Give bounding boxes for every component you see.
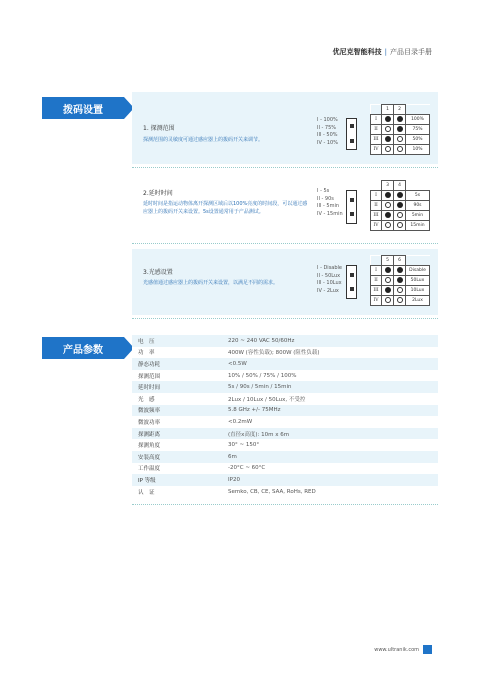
panel-title: 3.光感设置 [143,269,173,276]
table-row: IP 等级 IP20 [132,474,438,486]
dip-switch-icon [346,118,357,150]
table-row: 安装高度 6m [132,451,438,463]
section-tab-dip: 拨码设置 [42,97,124,119]
mode-item: II - 75% [317,124,337,131]
panel-description: 探测范围的灵敏度可通过感应器上的拨码开关来调节。 [143,137,264,143]
switch-table: 5 6 I Disable II 50Lux III 10Lux IV 2Lux [370,255,430,306]
dip-switch-icon [346,265,357,299]
mode-item: I - Disable [317,265,343,271]
mode-item: IV - 15min [317,210,343,217]
spec-table [132,335,438,497]
table-row: 工作温度 -20°C ~ 60°C [132,463,438,475]
mode-item: III - 10Lux [317,280,342,286]
mode-item: II - 50Lux [317,272,341,279]
panel-light-sensor [132,249,438,315]
page-footer [374,645,432,654]
panel-title: 1. 探测范围 [143,125,175,132]
company-name: 优尼克智能科技 [332,48,382,56]
mode-item: II - 90s [317,195,334,202]
panel-detection-range [132,92,438,164]
table-row: 电 压 220 ~ 240 VAC 50/60Hz [132,335,438,347]
page-header [333,47,432,57]
table-row: 探测范围 10% / 50% / 75% / 100% [132,370,438,382]
table-row: 微波功率 <0.2mW [132,416,438,428]
panel-description: 延时时间是指运动物体离开探测区域后以100%亮度的时间段，可以通过感应器上的拨码开关来设置。5s设置通常用于产品测试。 [143,201,308,215]
table-row: 光 感 2Lux / 10Lux / 50Lux, 不受控 [132,393,438,405]
table-row: 探测距离 (直径x高度): 10m x 6m [132,428,438,440]
mode-item: IV - 10% [317,139,338,146]
table-row: 静态功耗 <0.5W [132,358,438,370]
panel-description: 光感值通过感应器上的拨码开关来设置，以满足不同的需求。 [143,280,279,286]
dip-switch-icon [346,190,357,224]
header-separator: | [384,48,387,56]
mode-item: I - 5s [317,188,330,194]
mode-list [317,117,338,147]
page-marker-icon [423,645,432,654]
panel-title: 2.延时时间 [143,190,173,197]
website-url[interactable]: www.ultranik.com [374,646,419,653]
switch-table: 1 2 I 100% II 75% III 50% IV 10% [370,104,430,155]
mode-item: III - 50% [317,132,338,138]
table-row: 认 证 Semko, CB, CE, SAA, RoHs, RED [132,486,438,498]
table-row: 功 率 400W (容性负载); 800W (阻性负载) [132,347,438,359]
mode-item: III - 5min [317,203,340,209]
mode-item: IV - 2Lux [317,287,339,294]
table-row: 延时时间 5s / 90s / 5min / 15min [132,381,438,393]
panel-delay-time [132,170,438,240]
section-tab-params: 产品参数 [42,337,124,359]
mode-item: I - 100% [317,117,338,123]
switch-table: 3 4 I 5s II 90s III 5min IV 15min [370,180,430,231]
mode-list [317,265,342,295]
divider [132,504,438,505]
catalog-title: 产品目录手册 [390,48,432,56]
mode-list [317,188,343,218]
table-row: 微波频率 5.8 GHz +/- 75MHz [132,405,438,417]
table-row: 探测角度 30° ~ 150° [132,439,438,451]
